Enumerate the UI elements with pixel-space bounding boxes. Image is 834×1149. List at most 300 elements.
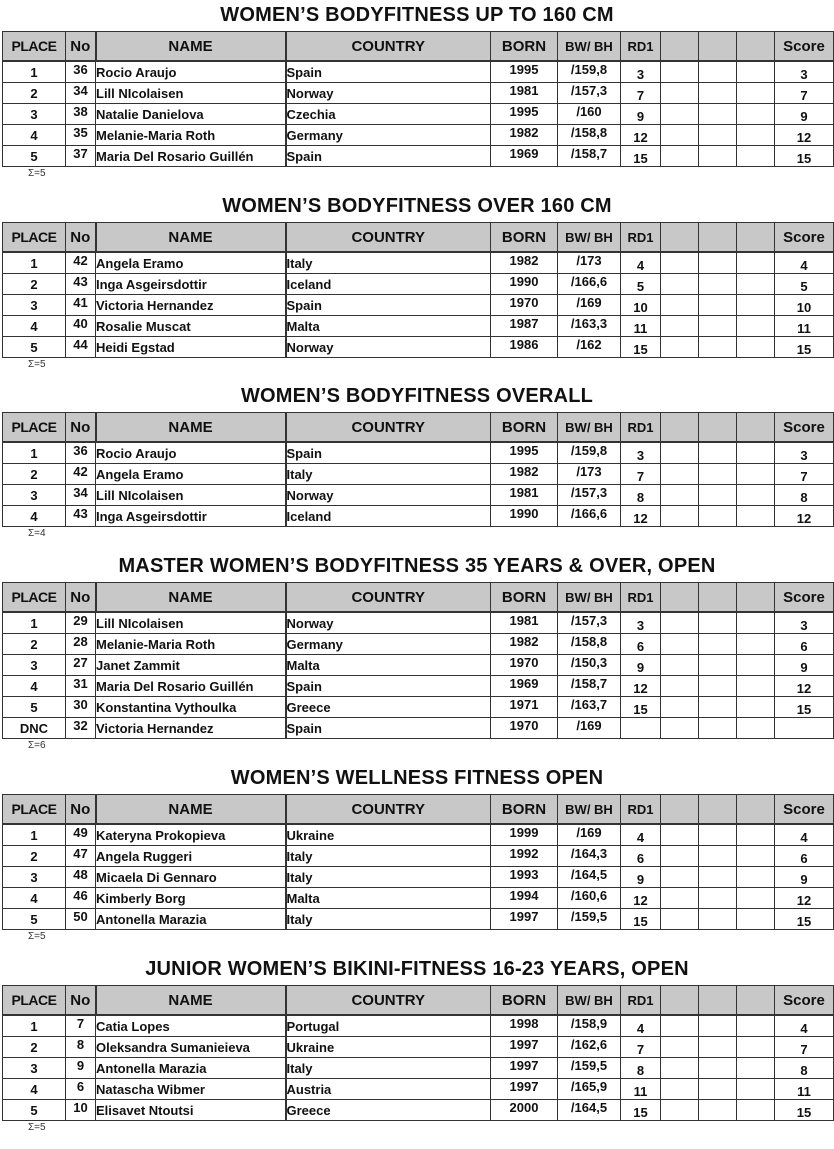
- table-row: [3, 61, 834, 83]
- born-cell: 1995: [491, 61, 558, 83]
- place-cell: 2: [3, 846, 66, 867]
- empty-round-cell: [699, 464, 737, 485]
- table-row: [3, 655, 834, 676]
- name-cell: Angela Ruggeri: [96, 846, 286, 867]
- bw-bh-cell: /166,6: [558, 274, 621, 295]
- score-cell: 7: [775, 464, 834, 485]
- column-header-rd1: RD1: [621, 413, 661, 443]
- rd1-cell: 15: [621, 697, 661, 718]
- rd1-cell: 9: [621, 104, 661, 125]
- table-row: [3, 485, 834, 506]
- column-header-blank2: [699, 223, 737, 253]
- bw-bh-cell: /158,7: [558, 146, 621, 167]
- table-header-row: [3, 986, 834, 1016]
- column-header-bw-bh: BW/ BH: [558, 413, 621, 443]
- column-header-score: Score: [775, 32, 834, 62]
- rd1-cell: 11: [621, 316, 661, 337]
- section-title: WOMEN’S WELLNESS FITNESS OPEN: [230, 767, 604, 789]
- rd1-cell: 12: [621, 125, 661, 146]
- bw-bh-cell: /169: [558, 295, 621, 316]
- empty-round-cell: [737, 464, 775, 485]
- bw-bh-cell: /159,8: [558, 61, 621, 83]
- table-row: [3, 676, 834, 697]
- column-header-blank2: [699, 32, 737, 62]
- empty-round-cell: [737, 1037, 775, 1058]
- bw-bh-cell: /165,9: [558, 1079, 621, 1100]
- empty-round-cell: [737, 104, 775, 125]
- rd1-cell: [621, 718, 661, 739]
- empty-round-cell: [699, 1015, 737, 1037]
- column-header-name: NAME: [96, 795, 286, 825]
- place-cell: 1: [3, 61, 66, 83]
- place-cell: 4: [3, 125, 66, 146]
- name-cell: Victoria Hernandez: [96, 295, 286, 316]
- number-cell: 36: [66, 61, 96, 83]
- column-header-blank3: [737, 32, 775, 62]
- number-cell: 10: [66, 1100, 96, 1121]
- column-header-bw-bh: BW/ BH: [558, 583, 621, 613]
- born-cell: 1995: [491, 442, 558, 464]
- empty-round-cell: [699, 442, 737, 464]
- empty-round-cell: [661, 125, 699, 146]
- name-cell: Micaela Di Gennaro: [96, 867, 286, 888]
- table-header-row: [3, 223, 834, 253]
- table-row: [3, 337, 834, 358]
- empty-round-cell: [661, 464, 699, 485]
- country-cell: Greece: [286, 1100, 491, 1121]
- empty-round-cell: [661, 442, 699, 464]
- results-table: [2, 222, 834, 358]
- place-cell: 3: [3, 867, 66, 888]
- empty-round-cell: [737, 824, 775, 846]
- bw-bh-cell: /164,5: [558, 867, 621, 888]
- name-cell: Rocio Araujo: [96, 442, 286, 464]
- empty-round-cell: [737, 1079, 775, 1100]
- table-row: [3, 295, 834, 316]
- name-cell: Antonella Marazia: [96, 1058, 286, 1079]
- empty-round-cell: [737, 83, 775, 104]
- place-cell: 4: [3, 676, 66, 697]
- bw-bh-cell: /160,6: [558, 888, 621, 909]
- country-cell: Germany: [286, 125, 491, 146]
- score-cell: 12: [775, 676, 834, 697]
- place-cell: 2: [3, 83, 66, 104]
- born-cell: 1997: [491, 909, 558, 930]
- bw-bh-cell: /162: [558, 337, 621, 358]
- table-row: [3, 1079, 834, 1100]
- column-header-place: PLACE: [3, 413, 66, 443]
- name-cell: Maria Del Rosario Guillén: [96, 146, 286, 167]
- table-row: [3, 316, 834, 337]
- column-header-no: No: [66, 223, 96, 253]
- number-cell: 40: [66, 316, 96, 337]
- column-header-name: NAME: [96, 986, 286, 1016]
- country-cell: Norway: [286, 337, 491, 358]
- empty-round-cell: [661, 274, 699, 295]
- score-cell: 4: [775, 824, 834, 846]
- empty-round-cell: [661, 867, 699, 888]
- place-cell: DNC: [3, 718, 66, 739]
- column-header-place: PLACE: [3, 223, 66, 253]
- empty-round-cell: [699, 506, 737, 527]
- column-header-blank3: [737, 223, 775, 253]
- rd1-cell: 12: [621, 888, 661, 909]
- empty-round-cell: [661, 252, 699, 274]
- column-header-country: COUNTRY: [286, 223, 491, 253]
- column-header-blank1: [661, 32, 699, 62]
- column-header-no: No: [66, 583, 96, 613]
- place-cell: 5: [3, 1100, 66, 1121]
- country-cell: Italy: [286, 867, 491, 888]
- number-cell: 27: [66, 655, 96, 676]
- name-cell: Lill NIcolaisen: [96, 485, 286, 506]
- country-cell: Spain: [286, 442, 491, 464]
- empty-round-cell: [699, 274, 737, 295]
- column-header-rd1: RD1: [621, 583, 661, 613]
- column-header-no: No: [66, 986, 96, 1016]
- place-cell: 4: [3, 506, 66, 527]
- table-header-row: [3, 795, 834, 825]
- empty-round-cell: [699, 61, 737, 83]
- empty-round-cell: [699, 125, 737, 146]
- bw-bh-cell: /164,3: [558, 846, 621, 867]
- rd1-cell: 6: [621, 634, 661, 655]
- table-row: [3, 1058, 834, 1079]
- born-cell: 1990: [491, 506, 558, 527]
- country-cell: Spain: [286, 718, 491, 739]
- name-cell: Inga Asgeirsdottir: [96, 506, 286, 527]
- place-cell: 1: [3, 252, 66, 274]
- column-header-born: BORN: [491, 795, 558, 825]
- number-cell: 9: [66, 1058, 96, 1079]
- place-cell: 5: [3, 337, 66, 358]
- number-cell: 8: [66, 1037, 96, 1058]
- empty-round-cell: [699, 1079, 737, 1100]
- column-header-place: PLACE: [3, 32, 66, 62]
- table-header-row: [3, 413, 834, 443]
- column-header-blank1: [661, 223, 699, 253]
- bw-bh-cell: /160: [558, 104, 621, 125]
- place-cell: 2: [3, 274, 66, 295]
- country-cell: Ukraine: [286, 824, 491, 846]
- column-header-blank3: [737, 413, 775, 443]
- table-row: [3, 718, 834, 739]
- empty-round-cell: [737, 1015, 775, 1037]
- name-cell: Melanie-Maria Roth: [96, 125, 286, 146]
- empty-round-cell: [699, 1037, 737, 1058]
- born-cell: 1982: [491, 464, 558, 485]
- number-cell: 47: [66, 846, 96, 867]
- participant-count: Σ=4: [28, 528, 46, 539]
- column-header-no: No: [66, 32, 96, 62]
- column-header-country: COUNTRY: [286, 583, 491, 613]
- born-cell: 1997: [491, 1037, 558, 1058]
- born-cell: 1969: [491, 146, 558, 167]
- name-cell: Rocio Araujo: [96, 61, 286, 83]
- empty-round-cell: [737, 867, 775, 888]
- column-header-country: COUNTRY: [286, 986, 491, 1016]
- empty-round-cell: [699, 104, 737, 125]
- bw-bh-cell: /157,3: [558, 612, 621, 634]
- bw-bh-cell: /158,8: [558, 634, 621, 655]
- column-header-born: BORN: [491, 32, 558, 62]
- score-cell: 11: [775, 1079, 834, 1100]
- score-cell: 5: [775, 274, 834, 295]
- section-title: JUNIOR WOMEN’S BIKINI-FITNESS 16-23 YEARS, OPEN: [145, 958, 689, 980]
- table-row: [3, 867, 834, 888]
- empty-round-cell: [699, 676, 737, 697]
- empty-round-cell: [699, 1100, 737, 1121]
- bw-bh-cell: /159,8: [558, 442, 621, 464]
- name-cell: Lill NIcolaisen: [96, 612, 286, 634]
- place-cell: 2: [3, 634, 66, 655]
- participant-count: Σ=5: [28, 168, 46, 179]
- score-cell: 9: [775, 867, 834, 888]
- place-cell: 5: [3, 146, 66, 167]
- column-header-name: NAME: [96, 32, 286, 62]
- empty-round-cell: [737, 337, 775, 358]
- empty-round-cell: [737, 718, 775, 739]
- rd1-cell: 4: [621, 252, 661, 274]
- column-header-born: BORN: [491, 413, 558, 443]
- results-table: [2, 412, 834, 527]
- empty-round-cell: [661, 1079, 699, 1100]
- number-cell: 36: [66, 442, 96, 464]
- empty-round-cell: [737, 485, 775, 506]
- rd1-cell: 15: [621, 909, 661, 930]
- name-cell: Oleksandra Sumanieieva: [96, 1037, 286, 1058]
- rd1-cell: 7: [621, 83, 661, 104]
- bw-bh-cell: /166,6: [558, 506, 621, 527]
- born-cell: 1999: [491, 824, 558, 846]
- empty-round-cell: [737, 125, 775, 146]
- empty-round-cell: [737, 506, 775, 527]
- table-row: [3, 125, 834, 146]
- name-cell: Rosalie Muscat: [96, 316, 286, 337]
- column-header-rd1: RD1: [621, 795, 661, 825]
- name-cell: Natascha Wibmer: [96, 1079, 286, 1100]
- participant-count: Σ=5: [28, 359, 46, 370]
- born-cell: 1992: [491, 846, 558, 867]
- rd1-cell: 15: [621, 1100, 661, 1121]
- score-cell: 3: [775, 612, 834, 634]
- column-header-country: COUNTRY: [286, 795, 491, 825]
- table-row: [3, 104, 834, 125]
- empty-round-cell: [699, 846, 737, 867]
- number-cell: 41: [66, 295, 96, 316]
- column-header-name: NAME: [96, 413, 286, 443]
- score-cell: 7: [775, 83, 834, 104]
- empty-round-cell: [661, 337, 699, 358]
- table-row: [3, 1100, 834, 1121]
- number-cell: 37: [66, 146, 96, 167]
- column-header-blank1: [661, 795, 699, 825]
- column-header-blank1: [661, 986, 699, 1016]
- empty-round-cell: [661, 506, 699, 527]
- born-cell: 1997: [491, 1058, 558, 1079]
- table-row: [3, 888, 834, 909]
- empty-round-cell: [737, 655, 775, 676]
- empty-round-cell: [699, 316, 737, 337]
- country-cell: Ukraine: [286, 1037, 491, 1058]
- country-cell: Malta: [286, 888, 491, 909]
- empty-round-cell: [661, 612, 699, 634]
- name-cell: Janet Zammit: [96, 655, 286, 676]
- table-row: [3, 442, 834, 464]
- born-cell: 1993: [491, 867, 558, 888]
- country-cell: Spain: [286, 295, 491, 316]
- column-header-rd1: RD1: [621, 223, 661, 253]
- table-row: [3, 506, 834, 527]
- participant-count: Σ=5: [28, 931, 46, 942]
- rd1-cell: 3: [621, 442, 661, 464]
- country-cell: Norway: [286, 485, 491, 506]
- empty-round-cell: [661, 1015, 699, 1037]
- empty-round-cell: [661, 1100, 699, 1121]
- empty-round-cell: [699, 824, 737, 846]
- country-cell: Greece: [286, 697, 491, 718]
- empty-round-cell: [699, 485, 737, 506]
- name-cell: Kateryna Prokopieva: [96, 824, 286, 846]
- country-cell: Norway: [286, 612, 491, 634]
- bw-bh-cell: /164,5: [558, 1100, 621, 1121]
- score-cell: 3: [775, 442, 834, 464]
- score-cell: 15: [775, 1100, 834, 1121]
- score-cell: [775, 718, 834, 739]
- place-cell: 3: [3, 295, 66, 316]
- column-header-no: No: [66, 413, 96, 443]
- country-cell: Spain: [286, 61, 491, 83]
- country-cell: Iceland: [286, 274, 491, 295]
- empty-round-cell: [737, 612, 775, 634]
- empty-round-cell: [661, 83, 699, 104]
- number-cell: 34: [66, 83, 96, 104]
- empty-round-cell: [699, 146, 737, 167]
- score-cell: 4: [775, 1015, 834, 1037]
- score-cell: 11: [775, 316, 834, 337]
- country-cell: Spain: [286, 676, 491, 697]
- column-header-score: Score: [775, 795, 834, 825]
- country-cell: Italy: [286, 846, 491, 867]
- bw-bh-cell: /162,6: [558, 1037, 621, 1058]
- score-cell: 15: [775, 146, 834, 167]
- rd1-cell: 11: [621, 1079, 661, 1100]
- empty-round-cell: [737, 61, 775, 83]
- number-cell: 43: [66, 274, 96, 295]
- score-cell: 15: [775, 337, 834, 358]
- number-cell: 28: [66, 634, 96, 655]
- rd1-cell: 15: [621, 146, 661, 167]
- place-cell: 3: [3, 1058, 66, 1079]
- empty-round-cell: [737, 316, 775, 337]
- born-cell: 1998: [491, 1015, 558, 1037]
- column-header-rd1: RD1: [621, 32, 661, 62]
- score-cell: 6: [775, 846, 834, 867]
- country-cell: Austria: [286, 1079, 491, 1100]
- empty-round-cell: [699, 867, 737, 888]
- empty-round-cell: [737, 676, 775, 697]
- rd1-cell: 10: [621, 295, 661, 316]
- score-cell: 12: [775, 125, 834, 146]
- column-header-bw-bh: BW/ BH: [558, 223, 621, 253]
- empty-round-cell: [699, 83, 737, 104]
- country-cell: Italy: [286, 464, 491, 485]
- section-title: WOMEN’S BODYFITNESS OVERALL: [240, 385, 594, 407]
- born-cell: 1997: [491, 1079, 558, 1100]
- name-cell: Heidi Egstad: [96, 337, 286, 358]
- place-cell: 5: [3, 697, 66, 718]
- empty-round-cell: [737, 1100, 775, 1121]
- section-title: MASTER WOMEN’S BODYFITNESS 35 YEARS & OVER, OPEN: [118, 555, 716, 577]
- column-header-score: Score: [775, 583, 834, 613]
- column-header-bw-bh: BW/ BH: [558, 986, 621, 1016]
- number-cell: 34: [66, 485, 96, 506]
- name-cell: Elisavet Ntoutsi: [96, 1100, 286, 1121]
- born-cell: 1970: [491, 718, 558, 739]
- section-title: WOMEN’S BODYFITNESS UP TO 160 CM: [220, 4, 614, 26]
- empty-round-cell: [661, 104, 699, 125]
- bw-bh-cell: /158,9: [558, 1015, 621, 1037]
- column-header-no: No: [66, 795, 96, 825]
- table-row: [3, 846, 834, 867]
- place-cell: 5: [3, 909, 66, 930]
- table-row: [3, 1015, 834, 1037]
- name-cell: Antonella Marazia: [96, 909, 286, 930]
- bw-bh-cell: /173: [558, 252, 621, 274]
- country-cell: Germany: [286, 634, 491, 655]
- column-header-bw-bh: BW/ BH: [558, 795, 621, 825]
- number-cell: 7: [66, 1015, 96, 1037]
- empty-round-cell: [737, 846, 775, 867]
- empty-round-cell: [699, 252, 737, 274]
- empty-round-cell: [661, 146, 699, 167]
- born-cell: 1986: [491, 337, 558, 358]
- empty-round-cell: [661, 824, 699, 846]
- empty-round-cell: [737, 909, 775, 930]
- empty-round-cell: [661, 655, 699, 676]
- number-cell: 29: [66, 612, 96, 634]
- bw-bh-cell: /163,3: [558, 316, 621, 337]
- column-header-blank2: [699, 413, 737, 443]
- rd1-cell: 5: [621, 274, 661, 295]
- empty-round-cell: [661, 1037, 699, 1058]
- table-header-row: [3, 32, 834, 62]
- results-table: [2, 794, 834, 930]
- score-cell: 9: [775, 104, 834, 125]
- rd1-cell: 7: [621, 1037, 661, 1058]
- bw-bh-cell: /158,8: [558, 125, 621, 146]
- born-cell: 1981: [491, 485, 558, 506]
- empty-round-cell: [699, 295, 737, 316]
- name-cell: Lill NIcolaisen: [96, 83, 286, 104]
- country-cell: Iceland: [286, 506, 491, 527]
- empty-round-cell: [661, 316, 699, 337]
- place-cell: 3: [3, 485, 66, 506]
- born-cell: 1970: [491, 655, 558, 676]
- name-cell: Victoria Hernandez: [96, 718, 286, 739]
- empty-round-cell: [737, 295, 775, 316]
- number-cell: 30: [66, 697, 96, 718]
- name-cell: Angela Eramo: [96, 464, 286, 485]
- results-table: [2, 582, 834, 739]
- empty-round-cell: [661, 718, 699, 739]
- score-cell: 12: [775, 506, 834, 527]
- bw-bh-cell: /157,3: [558, 83, 621, 104]
- empty-round-cell: [661, 676, 699, 697]
- number-cell: 38: [66, 104, 96, 125]
- empty-round-cell: [737, 888, 775, 909]
- number-cell: 42: [66, 464, 96, 485]
